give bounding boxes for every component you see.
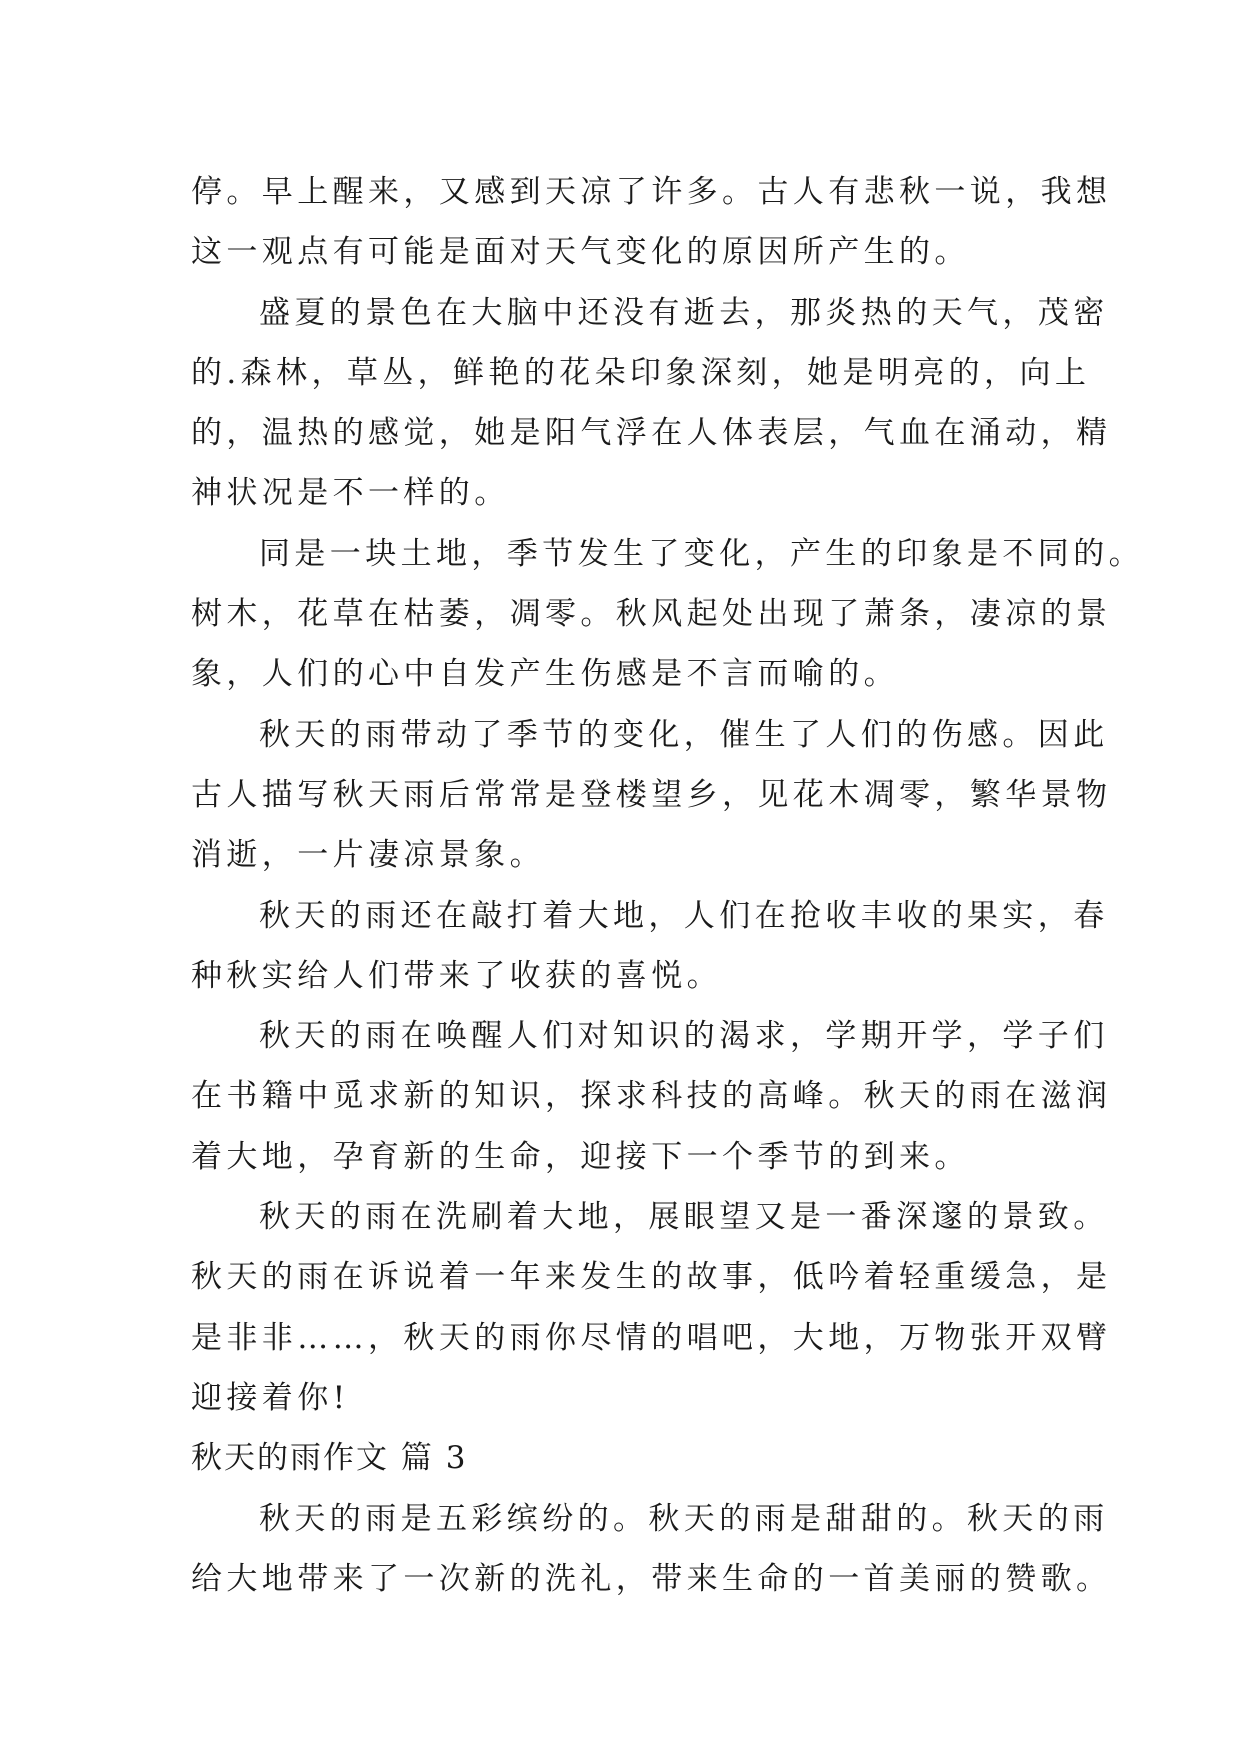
text-line: 秋天的雨还在敲打着大地，人们在抢收丰收的果实，春	[259, 897, 1109, 934]
text-line: 的，温热的感觉，她是阳气浮在人体表层，气血在涌动，精	[191, 415, 1112, 452]
text-line: 消逝，一片凄凉景象。	[191, 837, 545, 874]
text-line: 是非非……，秋天的雨你尽情的唱吧，大地，万物张开双臂	[191, 1319, 1112, 1356]
text-line: 迎接着你!	[191, 1379, 350, 1416]
text-line: 给大地带来了一次新的洗礼，带来生命的一首美丽的赞歌。	[191, 1560, 1112, 1597]
text-line: 古人描写秋天雨后常常是登楼望乡，见花木凋零，繁华景物	[191, 776, 1112, 813]
section-heading: 秋天的雨作文 篇 3	[191, 1440, 468, 1477]
text-line: 在书籍中觅求新的知识，探求科技的高峰。秋天的雨在滋润	[191, 1078, 1112, 1115]
text-line: 秋天的雨在唤醒人们对知识的渴求，学期开学，学子们	[259, 1018, 1109, 1055]
text-line: 秋天的雨是五彩缤纷的。秋天的雨是甜甜的。秋天的雨	[259, 1500, 1109, 1537]
text-line: 停。早上醒来，又感到天凉了许多。古人有悲秋一说，我想	[191, 174, 1112, 210]
text-line: 秋天的雨在洗刷着大地，展眼望又是一番深邃的景致。	[259, 1199, 1109, 1236]
text-line: 象，人们的心中自发产生伤感是不言而喻的。	[191, 656, 899, 693]
text-line: 同是一块土地，季节发生了变化，产生的印象是不同的。	[259, 535, 1144, 572]
text-line: 的.森林，草丛，鲜艳的花朵印象深刻，她是明亮的，向上	[191, 354, 1091, 391]
text-line: 盛夏的景色在大脑中还没有逝去，那炎热的天气，茂密	[259, 294, 1109, 331]
text-line: 秋天的雨在诉说着一年来发生的故事，低吟着轻重缓急，是	[191, 1259, 1112, 1296]
text-line: 树木，花草在枯萎，凋零。秋风起处出现了萧条，凄凉的景	[191, 596, 1112, 633]
text-line: 神状况是不一样的。	[191, 475, 510, 512]
text-line: 秋天的雨带动了季节的变化，催生了人们的伤感。因此	[259, 716, 1109, 753]
text-line: 种秋实给人们带来了收获的喜悦。	[191, 957, 722, 994]
text-line: 这一观点有可能是面对天气变化的原因所产生的。	[191, 234, 970, 271]
text-line: 着大地，孕育新的生命，迎接下一个季节的到来。	[191, 1138, 970, 1175]
document-body	[191, 162, 1144, 1609]
